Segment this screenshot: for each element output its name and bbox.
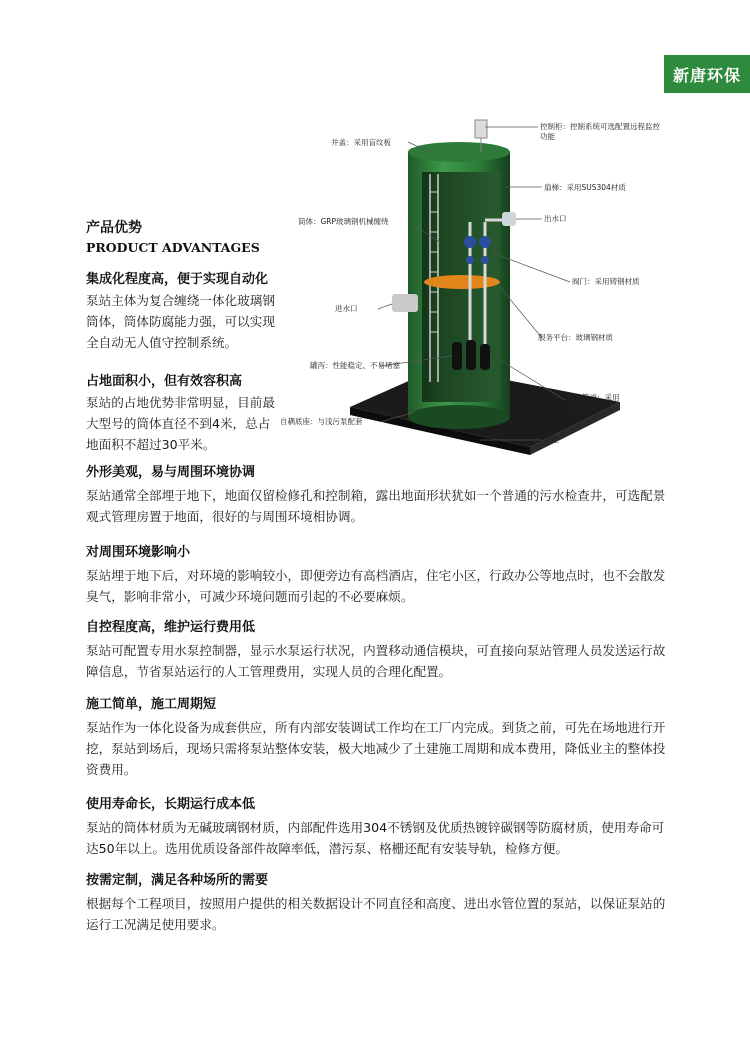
advantage-body: 泵站的占地优势非常明显，目前最大型号的筒体直径不到4米，总占地面积不超过30平米。 — [86, 395, 275, 452]
label-pump: 罐泻：性能稳定、不易堵塞 — [310, 361, 400, 370]
advantage-heading: 使用寿命长，长期运行成本低 — [86, 797, 256, 812]
advantage-body: 泵站主体为复合缠绕一体化玻璃钢筒体，筒体防腐能力强，可以实现全自动无人值守控制系统。 — [86, 293, 275, 350]
label-cover: 井盖：采用盲纹板 — [331, 138, 391, 147]
advantage-block — [86, 371, 276, 455]
advantage-block — [86, 794, 676, 859]
advantage-heading: 对周围环境影响小 — [86, 545, 191, 560]
label-ladder: 扇梯：采用SUS304材质 — [544, 183, 626, 192]
advantage-block — [86, 617, 676, 682]
advantage-body: 泵站的筒体材质为无碱玻璃钢材质，内部配件选用304不锈钢及优质热镀锌碳钢等防腐材质，使用寿命可达50年以上。选用优质设备部件故障率低，潜污泵、格栅还配有安装导轨，检修方便。 — [86, 820, 665, 856]
left-column — [86, 218, 276, 473]
advantage-heading: 按需定制，满足各种场所的需要 — [86, 873, 269, 888]
advantage-body: 泵站可配置专用水泵控制器，显示水泵运行状况，内置移动通信模块，可直接向泵站管理人员发送运行故障信息，节省泵站运行的人工管理费用，实现人员的合理化配置。 — [86, 643, 666, 679]
label-control: 控制柜：控制系统可选配置远程监控功能 — [540, 122, 660, 141]
advantage-block — [86, 870, 676, 935]
advantage-body: 泵站埋于地下后，对环境的影响较小，即便旁边有高档酒店，住宅小区，行政办公等地点时，也不会散发臭气，影响非常小，可减少环境问题而引起的不必要麻烦。 — [86, 568, 666, 604]
label-base: 底座 — [544, 435, 559, 444]
label-valve: 阀门：采用铸钢材质 — [572, 277, 640, 286]
label-coupling: 自耦底座：与浅污泵配套 — [280, 417, 363, 426]
advantage-block — [86, 694, 676, 780]
brand-badge: 新唐环保 — [664, 55, 750, 93]
advantage-block — [86, 462, 676, 527]
advantage-heading: 占地面积小，但有效容积高 — [86, 374, 243, 389]
advantage-body: 根据每个工程项目，按照用户提供的相关数据设计不同直径和高度、进出水管位置的泵站，以保证泵站的运行工况满足使用要求。 — [86, 896, 666, 932]
pump-station-diagram — [280, 112, 680, 457]
section-title-en: PRODUCT ADVANTAGES — [86, 240, 260, 255]
advantage-heading: 外形美观，易与周围环境协调 — [86, 465, 256, 480]
advantage-heading: 集成化程度高，便于实现自动化 — [86, 272, 269, 287]
advantage-block — [86, 542, 676, 607]
advantage-body: 泵站作为一体化设备为成套供应，所有内部安装调试工作均在工厂内完成。到货之前，可先在场地进行开挖，泵站到场后，现场只需将泵站整体安装，极大地减少了土建施工周期和成本费用，降低业主的整体投资费用。 — [86, 720, 666, 777]
advantage-block — [86, 269, 276, 353]
advantage-heading: 自控程度高，维护运行费用低 — [86, 620, 256, 635]
advantage-body: 泵站通常全部埋于地下，地面仅留检修孔和控制箱，露出地面形状犹如一个普通的污水检查井，可选配景观式管理房置于地面，很好的与周围环境相协调。 — [86, 488, 666, 524]
label-shell: 筒体：GRP玻璃钢机械缠绕 — [298, 217, 389, 226]
label-outlet: 出水口 — [544, 214, 567, 223]
section-title-cn: 产品优势 — [86, 220, 142, 236]
label-inlet: 进水口 — [335, 304, 358, 313]
label-pipe: 压力管道：采用SUS304材质 — [567, 393, 620, 412]
advantage-heading: 施工简单，施工周期短 — [86, 697, 217, 712]
label-platform: 服务平台：玻璃钢材质 — [538, 333, 613, 342]
